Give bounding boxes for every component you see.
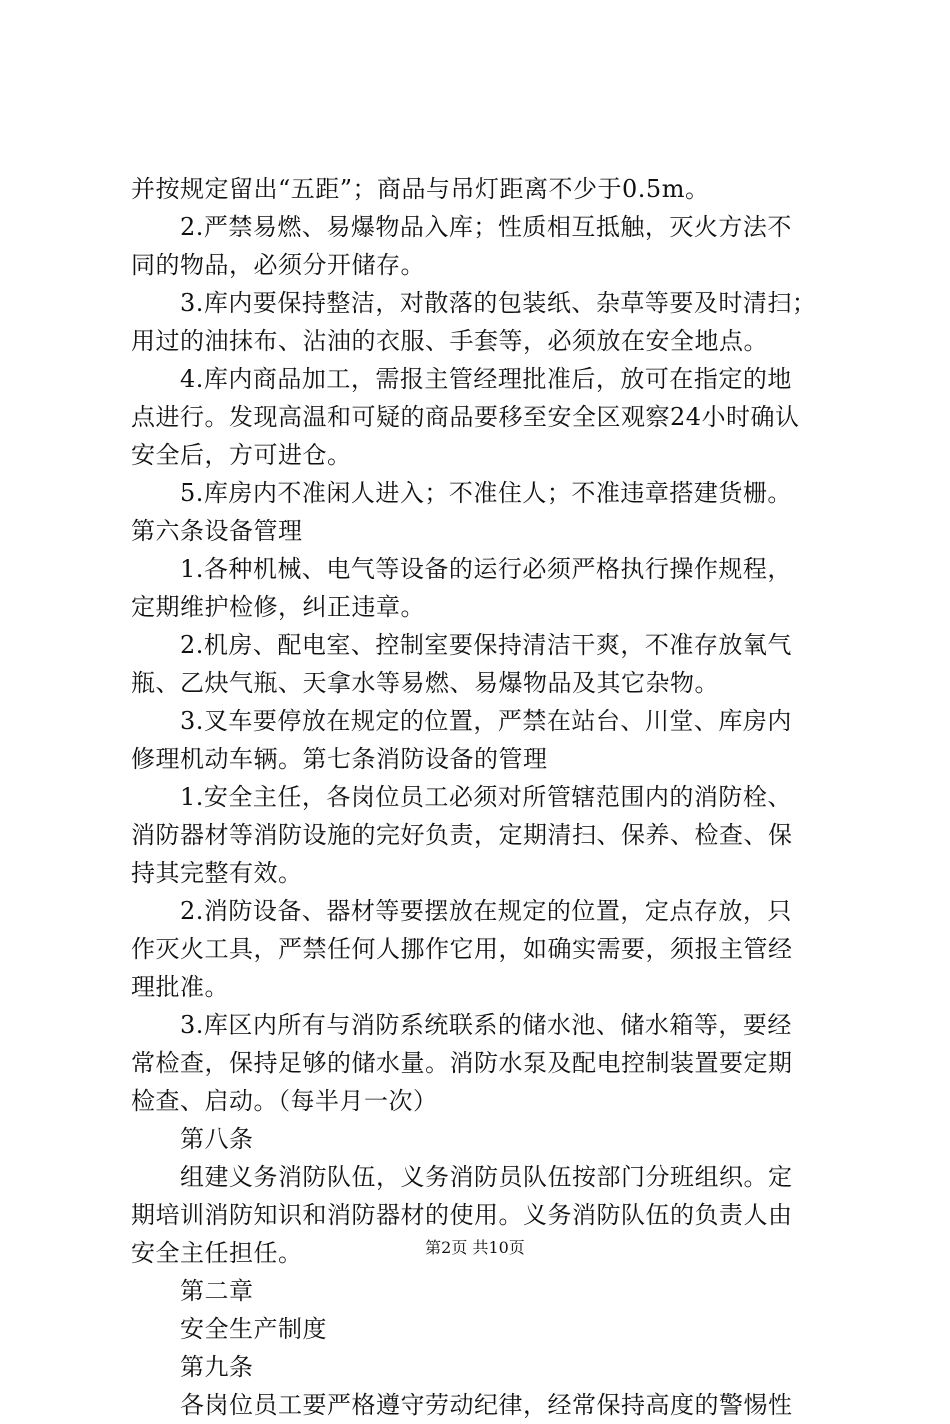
text-line: 修理机动车辆。第七条消防设备的管理 bbox=[131, 745, 548, 773]
text-line: 1.各种机械、电气等设备的运行必须严格执行操作规程， bbox=[131, 555, 792, 583]
text-line: 各岗位员工要严格遵守劳动纪律，经常保持高度的警惕性 bbox=[131, 1391, 793, 1419]
text-line: 用过的油抹布、沾油的衣服、手套等，必须放在安全地点。 bbox=[131, 327, 768, 355]
text-line: 3.库区内所有与消防系统联系的储水池、储水箱等，要经 bbox=[131, 1011, 792, 1039]
text-line: 4.库内商品加工，需报主管经理批准后，放可在指定的地 bbox=[131, 365, 792, 393]
text-line: 理批准。 bbox=[131, 973, 229, 1001]
text-line: 作灭火工具，严禁任何人挪作它用，如确实需要，须报主管经 bbox=[131, 935, 793, 963]
text-line: 常检查，保持足够的储水量。消防水泵及配电控制装置要定期 bbox=[131, 1049, 793, 1077]
page-footer: 第2页 共10页 bbox=[425, 1238, 525, 1257]
text-line: 检查、启动。（每半月一次） bbox=[131, 1087, 438, 1115]
text-line: 消防器材等消防设施的完好负责，定期清扫、保养、检查、保 bbox=[131, 821, 793, 849]
text-line: 第二章 bbox=[131, 1277, 254, 1305]
text-line: 点进行。发现高温和可疑的商品要移至安全区观察24小时确认 bbox=[131, 403, 800, 431]
text-line: 第六条设备管理 bbox=[131, 517, 303, 545]
text-line: 2.机房、配电室、控制室要保持清洁干爽，不准存放氧气 bbox=[131, 631, 792, 659]
text-line: 第九条 bbox=[131, 1353, 254, 1381]
document-body bbox=[131, 170, 841, 1424]
text-line: 持其完整有效。 bbox=[131, 859, 303, 887]
text-line: 并按规定留出“五距”；商品与吊灯距离不少于0.5m。 bbox=[131, 175, 710, 203]
text-line: 安全生产制度 bbox=[131, 1315, 327, 1343]
text-line: 1.安全主任，各岗位员工必须对所管辖范围内的消防栓、 bbox=[131, 783, 792, 811]
text-line: 组建义务消防队伍，义务消防员队伍按部门分班组织。定 bbox=[131, 1163, 793, 1191]
text-line: 5.库房内不准闲人进入；不准住人；不准违章搭建货栅。 bbox=[131, 479, 792, 507]
text-line: 安全主任担任。 bbox=[131, 1239, 303, 1267]
text-line: 第八条 bbox=[131, 1125, 254, 1153]
text-line: 安全后，方可进仓。 bbox=[131, 441, 352, 469]
text-line: 瓶、乙炔气瓶、天拿水等易燃、易爆物品及其它杂物。 bbox=[131, 669, 719, 697]
text-line: 同的物品，必须分开储存。 bbox=[131, 251, 425, 279]
text-line: 2.严禁易燃、易爆物品入库；性质相互抵触，灭火方法不 bbox=[131, 213, 792, 241]
text-line: 定期维护检修，纠正违章。 bbox=[131, 593, 425, 621]
text-line: 期培训消防知识和消防器材的使用。义务消防队伍的负责人由 bbox=[131, 1201, 793, 1229]
text-line: 3.库内要保持整洁，对散落的包装纸、杂草等要及时清扫； bbox=[131, 289, 817, 317]
text-line: 2.消防设备、器材等要摆放在规定的位置，定点存放，只 bbox=[131, 897, 792, 925]
text-line: 3.叉车要停放在规定的位置，严禁在站台、川堂、库房内 bbox=[131, 707, 792, 735]
